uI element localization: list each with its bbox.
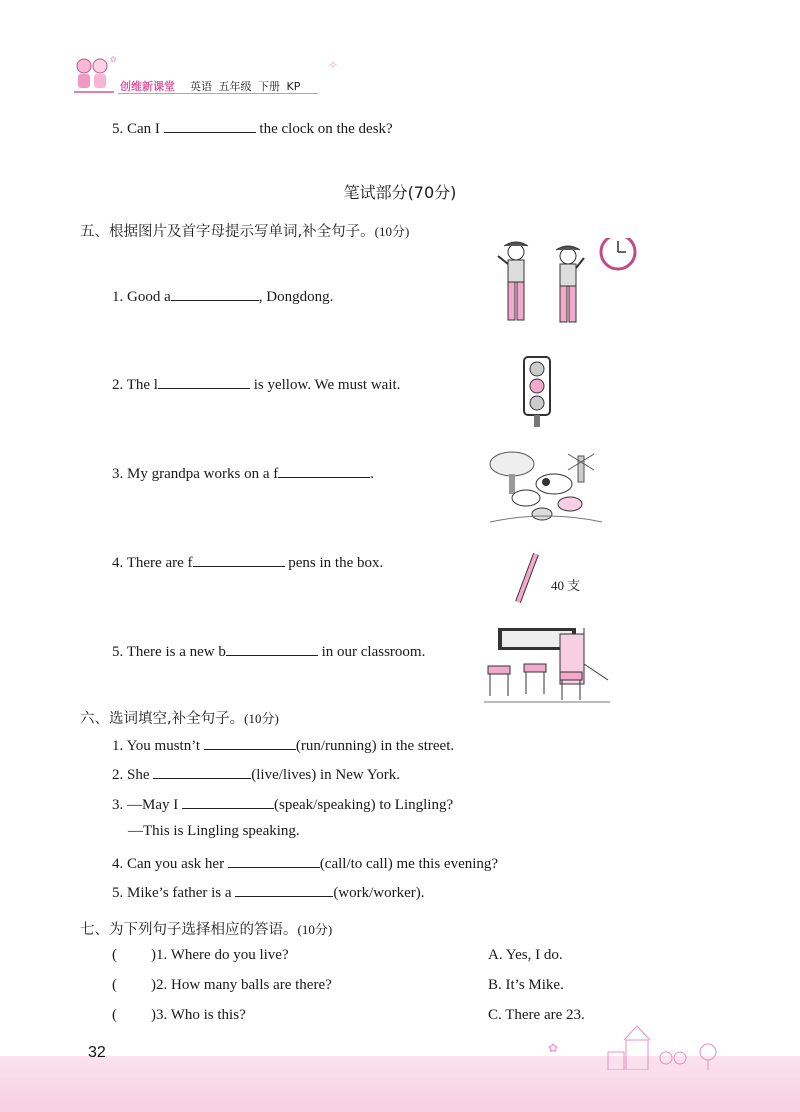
answer-paren-open: ( xyxy=(112,1007,117,1023)
item-text-before: 3. —May I xyxy=(112,797,179,813)
s5-item-3 xyxy=(112,463,374,483)
s6-item-3-reply: —This is Lingling speaking. xyxy=(128,823,300,839)
farm-picture xyxy=(486,448,606,533)
section-5-heading-text: 五、根据图片及首字母提示写单词,补全句子。 xyxy=(80,224,375,240)
answer-blank[interactable] xyxy=(182,794,274,809)
header-mascot-logo xyxy=(70,52,120,98)
s7-answer-b: B. It’s Mike. xyxy=(488,977,564,993)
section-6-heading xyxy=(80,707,279,728)
section-6-heading-text: 六、选词填空,补全句子。 xyxy=(80,711,245,727)
answer-paren-open: ( xyxy=(112,947,117,963)
s7-question-2 xyxy=(112,977,332,994)
item-text-after: (speak/speaking) to Lingling? xyxy=(274,797,454,813)
item-text-after: pens in the box. xyxy=(288,555,384,571)
item-text-after: , Dongdong. xyxy=(258,289,334,305)
section-7-heading-text: 七、为下列句子选择相应的答语。 xyxy=(80,922,298,938)
svg-text:✿: ✿ xyxy=(110,55,117,64)
item-text-before: 2. She xyxy=(112,767,150,783)
s7-answer-a: A. Yes, I do. xyxy=(488,947,563,963)
classroom-picture xyxy=(484,624,614,709)
item-text-after: (call/to call) me this evening? xyxy=(319,856,499,872)
section-7-points: (10分) xyxy=(297,922,333,937)
question-text: 1. Where do you live? xyxy=(156,947,289,963)
answer-blank[interactable] xyxy=(171,286,259,301)
item-text-before: 4. Can you ask her xyxy=(112,856,225,872)
svg-text:✿: ✿ xyxy=(548,1041,559,1055)
brand-name: 创维新课堂 xyxy=(120,80,175,93)
answer-paren-close: ) xyxy=(151,1007,156,1023)
item-text-after: (run/running) in the street. xyxy=(295,738,455,754)
answer-blank[interactable] xyxy=(235,882,333,897)
answer-blank[interactable] xyxy=(226,641,318,656)
answer-blank[interactable] xyxy=(164,118,256,133)
sparkle-icon: ✧ xyxy=(328,58,339,72)
answer-blank[interactable] xyxy=(278,463,370,478)
s7-answer-c: C. There are 23. xyxy=(488,1007,585,1023)
s5-item-2 xyxy=(112,374,400,394)
s6-item-1 xyxy=(112,735,454,755)
item-text-before: 5. Can I xyxy=(112,121,160,137)
item-text-before: 4. There are f xyxy=(112,555,193,571)
item-text-after: is yellow. We must wait. xyxy=(253,377,401,393)
page-number: 32 xyxy=(88,1044,106,1061)
answer-blank[interactable] xyxy=(204,735,296,750)
header-divider xyxy=(118,93,318,94)
s5-item-4 xyxy=(112,552,383,572)
s6-item-5 xyxy=(112,882,425,902)
answer-blank[interactable] xyxy=(193,552,285,567)
footer-castle-decoration xyxy=(548,1022,728,1075)
pen-count-label: 40 支 xyxy=(551,578,581,593)
item-text-before: 2. The l xyxy=(112,377,158,393)
item-text-before: 3. My grandpa works on a f xyxy=(112,466,279,482)
s7-question-1 xyxy=(112,947,289,964)
item-text-after: the clock on the desk? xyxy=(259,121,393,137)
traffic-light-picture xyxy=(520,353,554,432)
answer-paren-close: ) xyxy=(151,977,156,993)
pen-picture xyxy=(512,550,542,611)
s7-question-3 xyxy=(112,1007,246,1024)
answer-paren-close: ) xyxy=(151,947,156,963)
answer-blank[interactable] xyxy=(158,374,250,389)
book-info: 英语 五年级 下册 KP xyxy=(190,80,301,93)
section-5-points: (10分) xyxy=(374,224,410,239)
item-text-before: 1. You mustn’t xyxy=(112,738,201,754)
question-text: 3. Who is this? xyxy=(156,1007,246,1023)
s6-item-4 xyxy=(112,853,498,873)
s6-item-2 xyxy=(112,764,400,784)
item-text-before: 5. Mike’s father is a xyxy=(112,885,232,901)
s6-item-3 xyxy=(112,794,453,814)
item-text-after: . xyxy=(370,466,374,482)
answer-blank[interactable] xyxy=(153,764,251,779)
s5-item-5 xyxy=(112,641,425,661)
section-5-heading xyxy=(80,220,409,241)
item-text-after: (work/worker). xyxy=(333,885,425,901)
question-text: 2. How many balls are there? xyxy=(156,977,332,993)
answer-blank[interactable] xyxy=(228,853,320,868)
written-part-title: 笔试部分(70分) xyxy=(343,183,457,202)
s5-item-1 xyxy=(112,286,333,306)
item-text-after: in our classroom. xyxy=(321,644,426,660)
listening-item-5 xyxy=(112,118,393,138)
item-text-before: 1. Good a xyxy=(112,289,171,305)
item-text-before: 5. There is a new b xyxy=(112,644,226,660)
greeting-boys-picture xyxy=(494,238,642,335)
item-text-after: (live/lives) in New York. xyxy=(251,767,400,783)
answer-paren-open: ( xyxy=(112,977,117,993)
section-6-points: (10分) xyxy=(244,711,279,726)
section-7-heading xyxy=(80,918,332,939)
